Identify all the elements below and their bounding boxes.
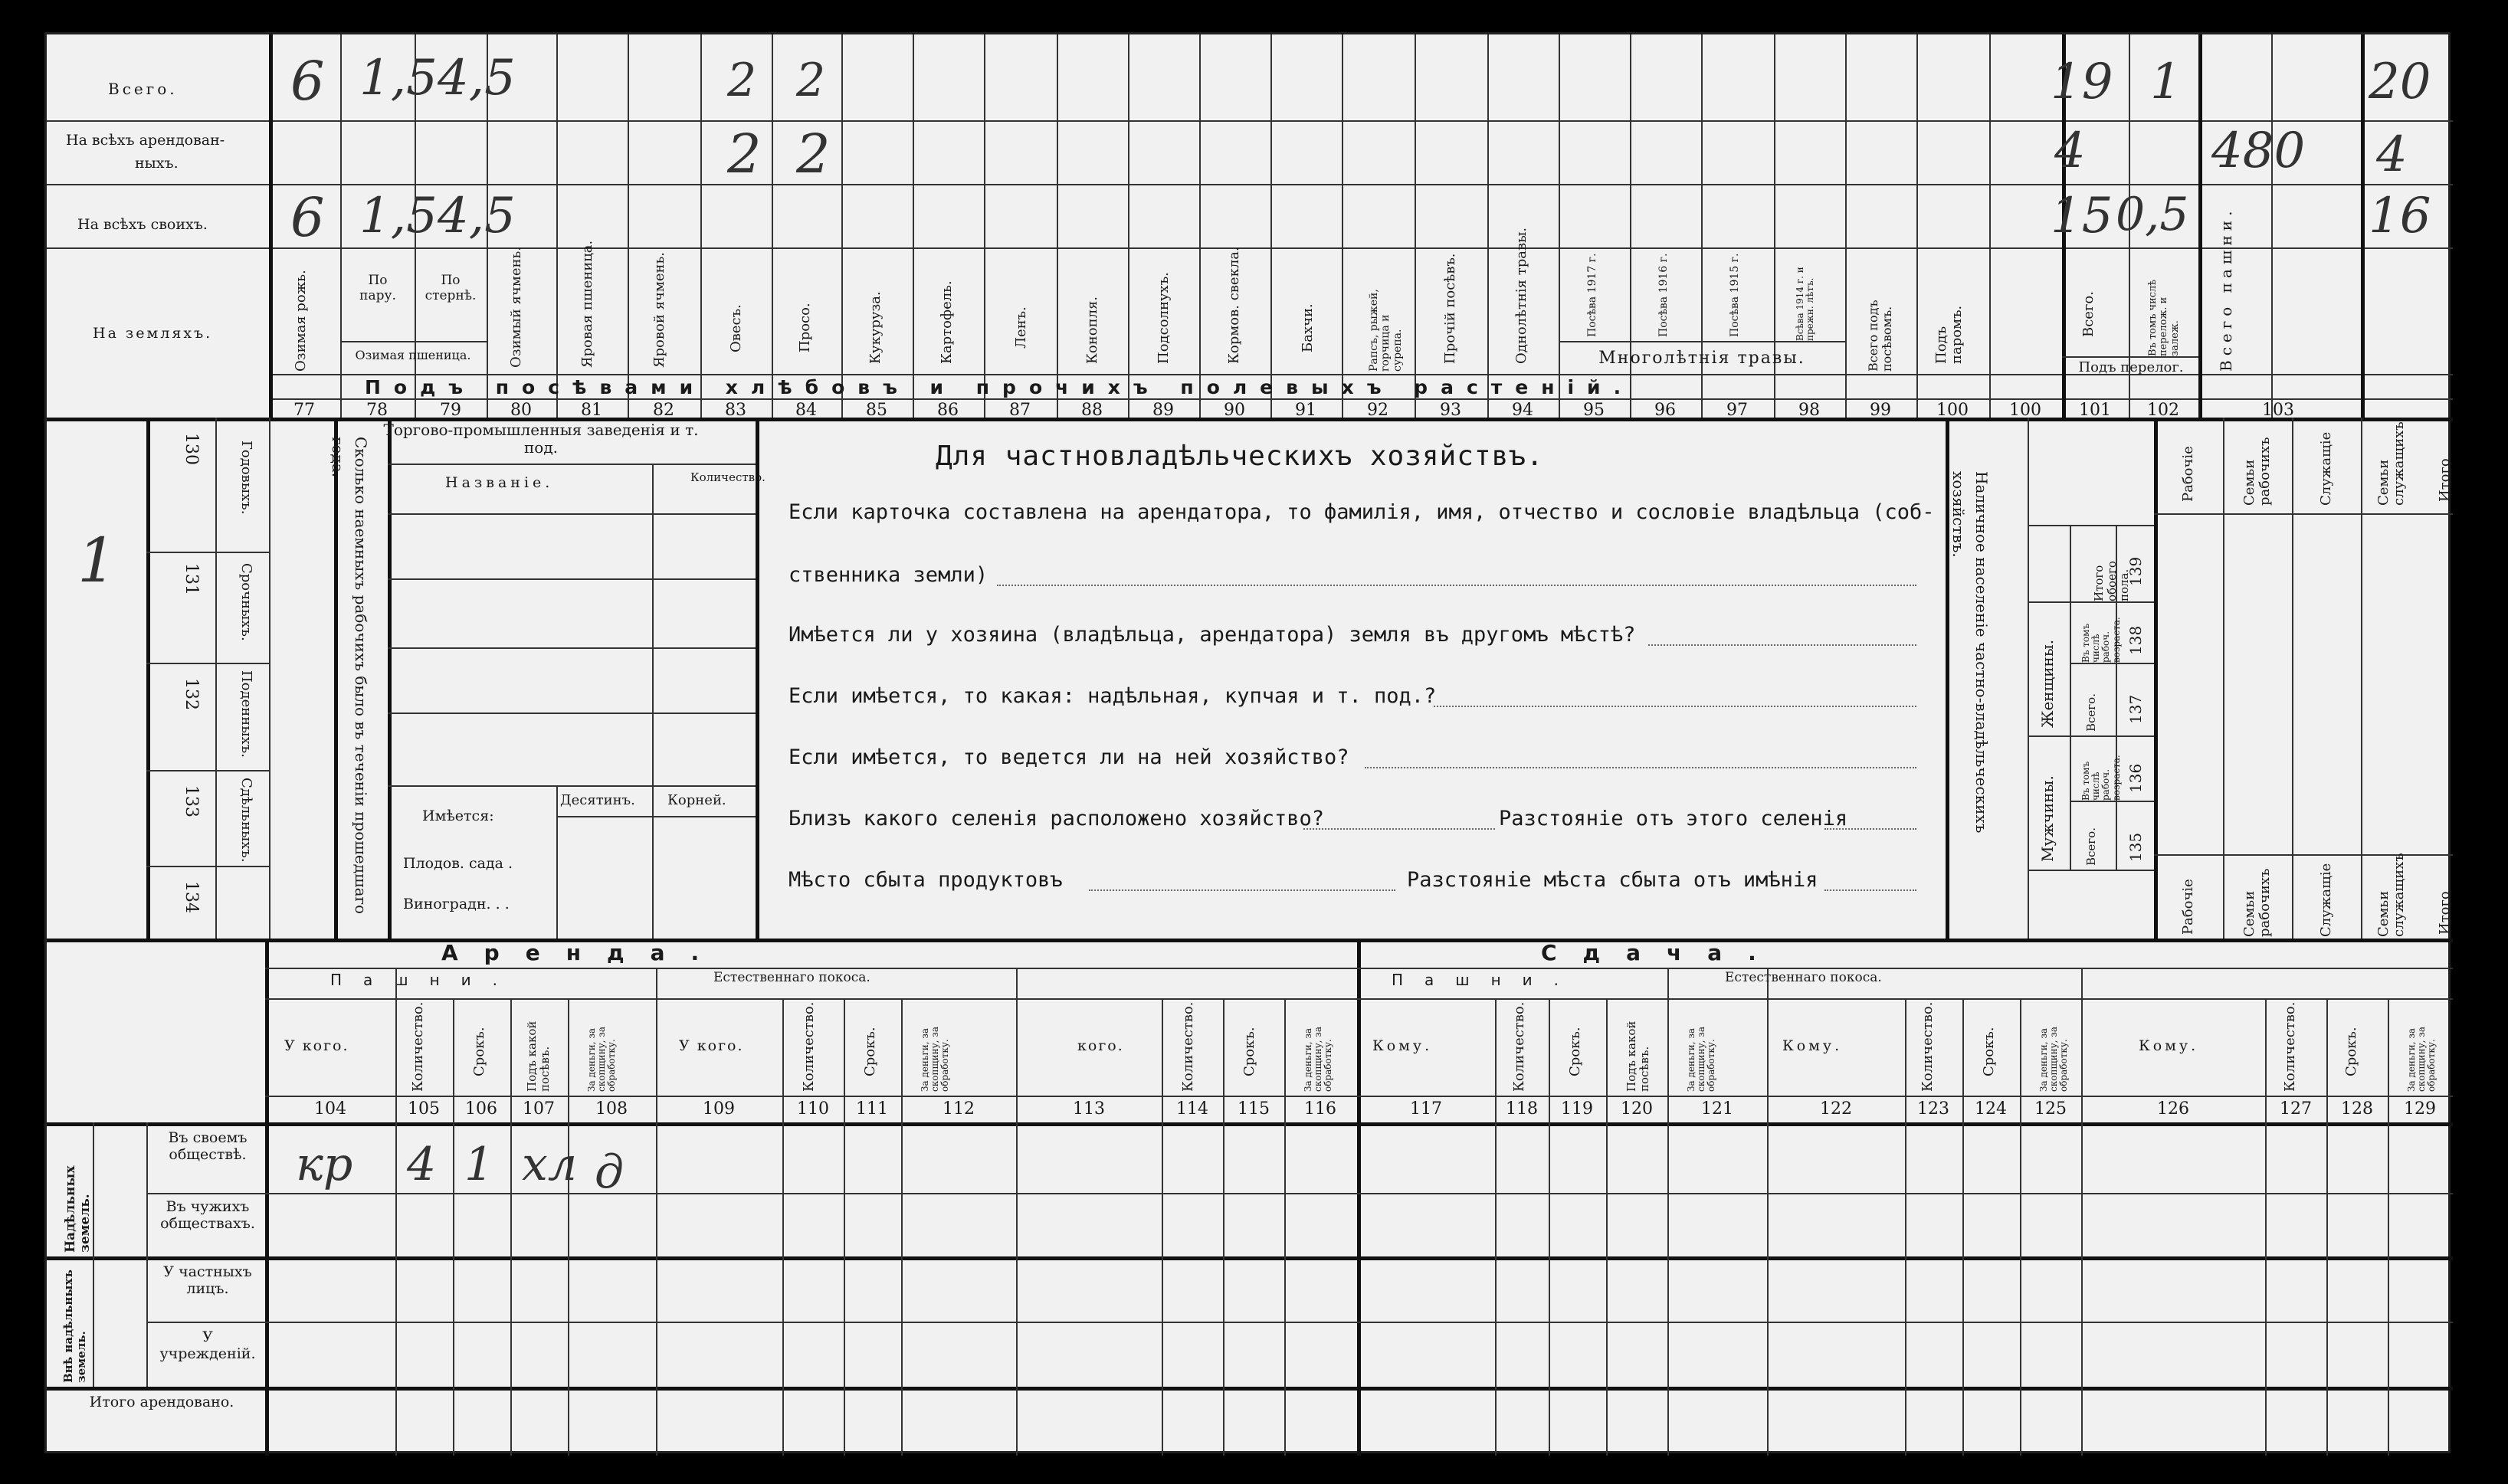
hw-total-oats: 2: [796, 54, 826, 107]
sdacha-term: Срокъ.: [1567, 1027, 1583, 1076]
sdacha-arable: Пашни.: [1392, 971, 1581, 989]
col-head-corn: Кукуруза.: [867, 291, 884, 364]
hired-workers-label: Сколько наемныхъ рабочихъ было въ теченіи прошедшаго года.: [329, 437, 370, 915]
orchard-label: Плодов. сада .: [403, 855, 513, 872]
pop-foot-workers: Рабочіе: [2180, 879, 2196, 935]
hw-total-fallow: 1,5: [359, 50, 438, 106]
col-head-melons: Бахчи.: [1300, 303, 1316, 352]
arenda-hay-payment: За деньги, за скопщину, за обработку.: [920, 1027, 951, 1092]
worker-daily-num: 132: [182, 678, 201, 710]
pop-men: Мужчины.: [2038, 775, 2057, 862]
question-market-distance: Разстояніе мѣста сбыта отъ имѣнія: [1407, 868, 1818, 892]
pop-num-135: 135: [2126, 832, 2145, 862]
col-num: 121: [1701, 1099, 1733, 1119]
col-num: 101: [2079, 401, 2111, 420]
hw-rented-barley: 2: [727, 123, 762, 185]
col-num: 123: [1917, 1099, 1949, 1119]
question-other-land: Имѣется ли у хозяина (владѣльца, арендатора) земля въ другомъ мѣстѣ?: [788, 623, 1636, 647]
col-head-annual-grass: Однолѣтнія травы.: [1513, 227, 1529, 364]
col-num: 126: [2157, 1099, 2189, 1119]
census-card: [44, 32, 2451, 1453]
hw-from-whom: кр: [296, 1138, 353, 1191]
col-num: 80: [510, 401, 532, 420]
col-head-potato: Картофель.: [939, 280, 955, 364]
pop-head-workers: Рабочіе: [2180, 446, 2196, 502]
col-num: 128: [2341, 1099, 2373, 1119]
col-num: 96: [1654, 401, 1676, 420]
pop-head-total: Итого: [2437, 458, 2453, 502]
arenda-arable: Пашни.: [330, 971, 520, 989]
arenda-other-from-whom: кого.: [1077, 1037, 1124, 1054]
col-num: 89: [1152, 401, 1174, 420]
col-num: 107: [523, 1099, 555, 1119]
col-head-winter-wheat: Озимая пшеница.: [355, 348, 471, 362]
sdacha-hay: Естественнаго покоса.: [1725, 970, 1882, 985]
private-title: Для частновладѣльческихъ хозяйствъ.: [936, 441, 1544, 472]
has-label: Имѣется:: [422, 808, 494, 824]
col-num: 78: [366, 401, 388, 420]
arenda-from-whom: У кого.: [284, 1037, 349, 1054]
col-head-fallow: По пару.: [359, 273, 396, 303]
col-num: 112: [943, 1099, 975, 1119]
worker-total-num: 134: [182, 881, 201, 913]
col-head-millet: Просо.: [797, 303, 813, 352]
hw-rented-fallow: 480: [2211, 123, 2306, 179]
col-head-fallow-total: Всего.: [2080, 291, 2097, 337]
pop-head-employee-families: Семьи служащихъ: [2375, 421, 2407, 506]
hw-crop: хл: [522, 1138, 578, 1191]
col-num: 90: [1224, 401, 1245, 420]
top-banner: Подъ посѣвами хлѣбовъ и прочихъ полевыхъ растеній.: [365, 376, 1634, 398]
hw-mark-one: 1: [77, 525, 116, 596]
col-num: 124: [1975, 1099, 2007, 1119]
sdacha-payment: За деньги, за скопщину, за обработку.: [1686, 1027, 1717, 1092]
question-farming: Если имѣется, то ведется ли на ней хозяйство?: [788, 745, 1349, 769]
col-head-total-sown: Всего подъ посѣвомъ.: [1866, 300, 1894, 372]
col-head-sown-1914: Всѣва 1914 г. и прежн. лѣтъ.: [1795, 267, 1816, 341]
hw-total-stubble: 4,5: [438, 50, 516, 106]
col-num: 110: [797, 1099, 829, 1119]
col-num: 98: [1798, 401, 1820, 420]
pop-foot-worker-families: Семьи рабочихъ: [2241, 868, 2273, 937]
pop-foot-total: Итого: [2437, 891, 2453, 935]
arenda-qty: Количество.: [410, 1001, 426, 1092]
sdacha-banner: Сдача.: [1541, 940, 1782, 965]
col-num: 92: [1367, 401, 1388, 420]
pop-head-employees: Служащіе: [2318, 431, 2334, 506]
hw-rented-arable: 4: [2376, 126, 2408, 183]
non-nadel-lands-label: Внѣ надѣльныхъ земель.: [61, 1269, 88, 1383]
question-land-type: Если имѣется, то какая: надѣльная, купчая и т. под.?: [788, 684, 1437, 708]
hw-own-arable: 16: [2369, 188, 2431, 244]
row-label-rented: На всѣхъ арендован-: [66, 132, 225, 149]
pop-foot-employees: Служащіе: [2318, 863, 2334, 937]
sdacha-crop: Подъ какой посѣвъ.: [1624, 1020, 1651, 1092]
hw-total-under-fallow: 1: [2150, 54, 2182, 110]
arenda-hay-qty: Количество.: [801, 1001, 817, 1092]
hw-total-spring-barley: 2: [727, 54, 757, 107]
col-head-other-crops: Прочій посѣвъ.: [1442, 253, 1458, 364]
pop-women: Женщины.: [2038, 639, 2057, 728]
col-num: 84: [795, 401, 817, 420]
col-num: 106: [465, 1099, 497, 1119]
row-institutions: У учрежденій.: [159, 1328, 256, 1362]
col-head-fodder-beet: Кормов. свекла.: [1226, 247, 1242, 364]
row-other-societies: Въ чужихъ обществахъ.: [160, 1198, 255, 1232]
row-private-persons: У частныхъ лицъ.: [163, 1263, 252, 1297]
col-num: 114: [1176, 1099, 1208, 1119]
roots-head: Корней.: [667, 792, 726, 808]
col-num: 104: [314, 1099, 346, 1119]
col-num: 105: [408, 1099, 440, 1119]
arenda-hay: Естественнаго покоса.: [713, 970, 870, 985]
pop-men-working: Въ томъ числѣ рабоч. возраста.: [2080, 755, 2122, 801]
col-num: 93: [1440, 401, 1461, 420]
hw-total-arable: 20: [2369, 54, 2431, 110]
col-num: 118: [1506, 1099, 1538, 1119]
col-num: 94: [1512, 401, 1533, 420]
col-head-winter-rye: Озимая рожь.: [293, 270, 309, 372]
worker-piece: Сдѣльныхъ.: [238, 778, 254, 863]
col-num: 85: [866, 401, 887, 420]
pop-num-137: 137: [2126, 694, 2145, 724]
col-num: 81: [581, 401, 602, 420]
worker-term-num: 131: [182, 563, 201, 595]
col-head-oats: Овесъ.: [728, 304, 744, 352]
col-num: 99: [1870, 401, 1891, 420]
hw-term: 1: [464, 1138, 494, 1191]
sdacha-hay-term: Срокъ.: [1981, 1027, 1997, 1076]
col-num: 113: [1073, 1099, 1105, 1119]
hw-payment: д: [595, 1145, 625, 1199]
col-head-fallow-incl: Въ томъ числѣ перелож. и залеж.: [2147, 279, 2181, 356]
pop-num-139: 139: [2126, 556, 2145, 586]
col-num: 119: [1561, 1099, 1593, 1119]
row-total-rented: Итого арендовано.: [89, 1394, 234, 1410]
worker-yearly-num: 130: [182, 433, 201, 465]
arenda-term: Срокъ.: [471, 1027, 487, 1076]
col-head-flax: Ленъ.: [1013, 306, 1029, 349]
sdacha-other-to-whom: Кому.: [2139, 1037, 2199, 1054]
col-num: 115: [1238, 1099, 1270, 1119]
pop-num-136: 136: [2126, 763, 2145, 793]
col-num: 88: [1081, 401, 1103, 420]
arenda-payment: За деньги, за скопщину, за обработку.: [586, 1027, 618, 1092]
row-label-rented-2: ныхъ.: [135, 155, 179, 172]
col-head-under-fallow: Подъ паромъ.: [1933, 305, 1965, 364]
sdacha-hay-payment: За деньги, за скопщину, за обработку.: [2038, 1027, 2070, 1092]
row-label-lands: На земляхъ.: [93, 325, 213, 342]
col-num: 116: [1304, 1099, 1336, 1119]
hw-own-sown: 15: [2051, 188, 2113, 244]
col-head-hemp: Конопля.: [1084, 296, 1100, 364]
worker-piece-num: 133: [182, 785, 201, 817]
col-num: 83: [725, 401, 746, 420]
sdacha-qty: Количество.: [1511, 1001, 1527, 1092]
sdacha-other-qty: Количество.: [2282, 1001, 2298, 1092]
hw-rented-sown: 4: [2054, 123, 2086, 179]
sdacha-hay-qty: Количество.: [1920, 1001, 1936, 1092]
col-num: 120: [1621, 1099, 1653, 1119]
col-head-perennial-grass: Многолѣтнія травы.: [1598, 349, 1805, 368]
hw-own-under-fallow: 0,5: [2116, 188, 2189, 241]
worker-term: Срочныхъ.: [238, 563, 254, 641]
col-num: 100: [1936, 401, 1969, 420]
pop-women-total: Всего.: [2084, 693, 2098, 732]
pop-men-total: Всего.: [2084, 827, 2098, 866]
pop-foot-employee-families: Семьи служащихъ: [2375, 853, 2407, 937]
col-head-winter-barley: Озимый ячмень.: [508, 246, 524, 368]
hw-rented-oats: 2: [796, 123, 831, 185]
arenda-other-qty: Количество.: [1180, 1001, 1196, 1092]
hw-own-rye: 6: [290, 186, 325, 249]
trade-name-head: Названіе.: [445, 474, 554, 491]
col-num: 91: [1295, 401, 1316, 420]
col-num: 129: [2404, 1099, 2436, 1119]
row-label-total: Всего.: [108, 80, 178, 98]
col-head-total-arable: Всего пашни.: [2217, 206, 2235, 372]
question-owner-2: ственника земли): [788, 563, 988, 587]
col-num: 77: [293, 401, 315, 420]
col-head-spring-wheat: Яровая пшеница.: [579, 240, 595, 368]
hw-total-sown: 19: [2051, 54, 2113, 110]
col-head-under-fallow-group: Подъ перелог.: [2078, 359, 2184, 375]
worker-daily: Поденныхъ.: [238, 670, 254, 758]
col-num: 79: [440, 401, 461, 420]
col-num: 108: [595, 1099, 628, 1119]
hw-qty: 4: [407, 1138, 437, 1191]
pop-head-worker-families: Семьи рабочихъ: [2241, 437, 2273, 506]
col-num: 82: [653, 401, 674, 420]
col-num: 111: [856, 1099, 888, 1119]
col-head-sunflower: Подсолнухъ.: [1156, 272, 1172, 364]
arenda-other-term: Срокъ.: [1241, 1027, 1257, 1076]
sdacha-hay-to-whom: Кому.: [1782, 1037, 1843, 1054]
worker-yearly: Годовыхъ.: [238, 441, 254, 515]
question-village: Близъ какого селенія расположено хозяйство?: [788, 807, 1324, 830]
hw-own-stubble: 4,5: [438, 188, 516, 244]
arenda-banner: Аренда.: [441, 940, 726, 965]
arenda-hay-from-whom: У кого.: [679, 1037, 744, 1054]
row-label-own: На всѣхъ своихъ.: [77, 216, 208, 233]
sdacha-other-term: Срокъ.: [2343, 1027, 2359, 1076]
row-own-society: Въ своемъ обществѣ.: [168, 1129, 248, 1163]
pop-num-138: 138: [2126, 625, 2145, 655]
col-head-sown-1915: Посѣва 1915 г.: [1729, 253, 1741, 337]
col-num: 103: [2262, 401, 2294, 420]
vineyard-label: Виноградн. . .: [403, 896, 510, 912]
col-num: 86: [937, 401, 959, 420]
col-num: 125: [2034, 1099, 2067, 1119]
col-num: 95: [1583, 401, 1605, 420]
col-head-rapeseed: Рапсъ, рыжей, горчица и сурепа.: [1368, 289, 1404, 372]
col-num: 87: [1009, 401, 1031, 420]
arenda-other-payment: За деньги, за скопщину, за обработку.: [1303, 1027, 1334, 1092]
col-num: 122: [1820, 1099, 1852, 1119]
col-num: 97: [1726, 401, 1748, 420]
col-num: 127: [2280, 1099, 2312, 1119]
trade-title: Торгово-промышленныя заведенія и т. под.: [383, 421, 699, 457]
col-head-sown-1916: Посѣва 1916 г.: [1657, 253, 1670, 337]
col-head-spring-barley: Яровой ячмень.: [651, 251, 667, 368]
sdacha-other-payment: За деньги, за скопщину, за обработку.: [2406, 1027, 2438, 1092]
nadel-lands-label: Надѣльных земель.: [63, 1165, 93, 1253]
question-market: Мѣсто сбыта продуктовъ: [788, 868, 1063, 892]
arenda-hay-term: Срокъ.: [862, 1027, 878, 1076]
col-num: 100: [2009, 401, 2041, 420]
col-head-stubble: По стернѣ.: [425, 273, 477, 303]
question-owner: Если карточка составлена на арендатора, то фамилія, имя, отчество и сословіе владѣльца (соб-: [788, 500, 1935, 524]
col-num: 117: [1410, 1099, 1442, 1119]
hw-own-fallow: 1,5: [359, 188, 438, 244]
population-label: Наличное населеніе частно-владѣльческихъ хозяйствъ.: [1949, 471, 1991, 834]
hw-total-rye: 6: [290, 50, 325, 113]
col-num: 109: [703, 1099, 735, 1119]
pop-women-working: Въ томъ числѣ рабоч. возраста.: [2080, 617, 2122, 663]
trade-count-head: Количество.: [690, 470, 766, 484]
sdacha-to-whom: Кому.: [1372, 1037, 1433, 1054]
col-num: 102: [2147, 401, 2179, 420]
question-village-distance: Разстояніе отъ этого селенія: [1499, 807, 1848, 830]
arenda-crop: Подъ какой посѣвъ.: [525, 1020, 552, 1092]
col-head-sown-1917: Посѣва 1917 г.: [1586, 253, 1598, 337]
desyatin-head: Десятинъ.: [560, 792, 635, 808]
pop-total-both-sexes: Итого обоего пола.: [2092, 561, 2131, 601]
